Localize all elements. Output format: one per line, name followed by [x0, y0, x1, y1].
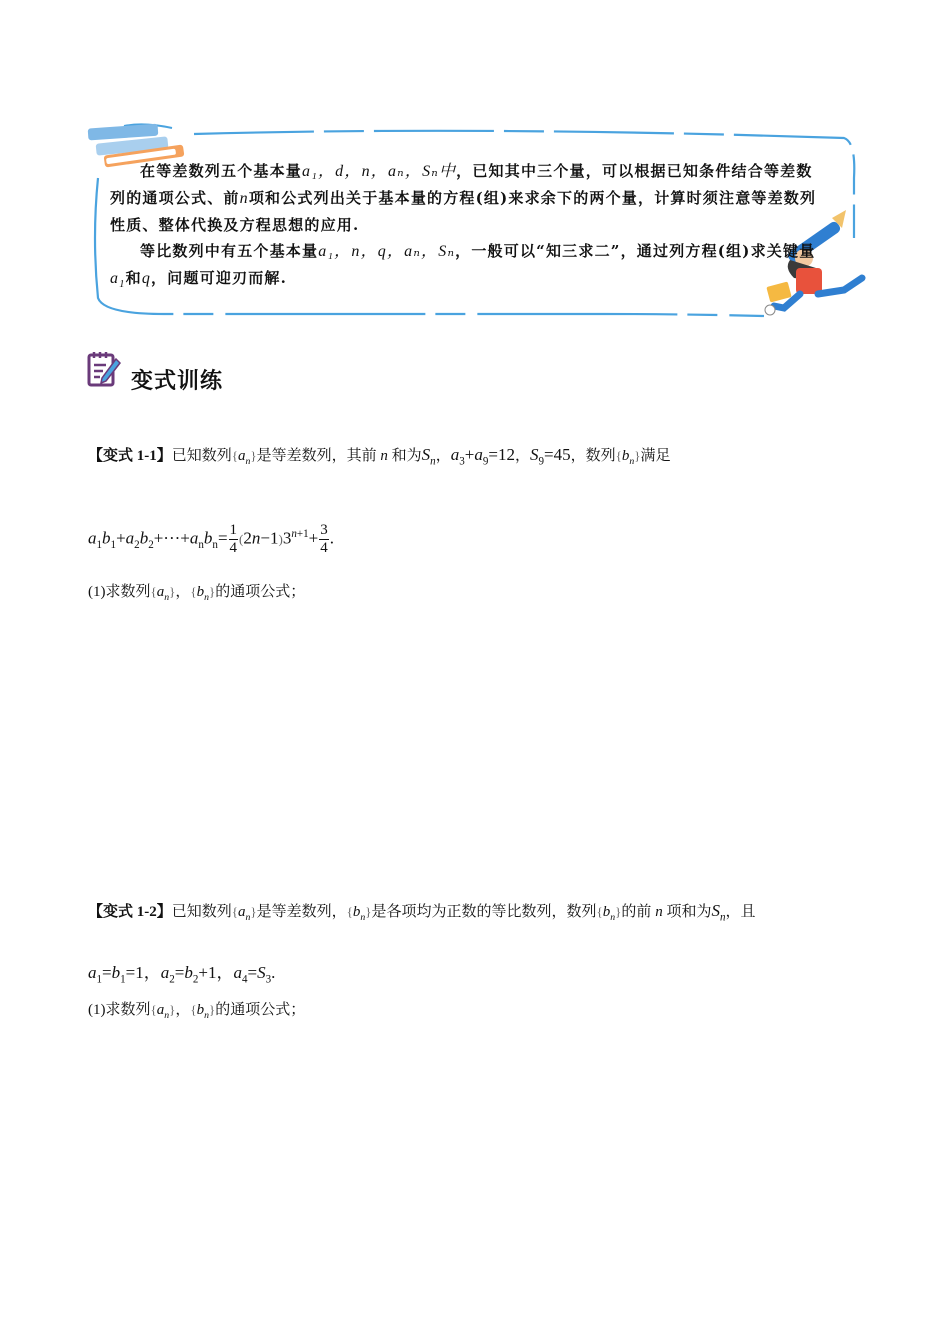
- fraction-one-quarter: $\frac{1}{4}$: [229, 522, 238, 556]
- ex1-var-sn: $S_n$: [421, 445, 436, 468]
- summary-text: ，已知其中三个量，可以根据已知条件结合等差数列的通项公式、前: [110, 162, 813, 207]
- ex2-text: 项和为: [666, 904, 712, 920]
- ex1-seq-an: $\{a_n\}$: [231, 448, 257, 467]
- summary-callout-text: [110, 158, 822, 292]
- ex1-statement-line-1: 【变式 1-1】已知数列$\{a_n\}$是等差数列，其前 n 和为$S_n$，$a_3+a_9=12$，$S_9=45$，数列$\{b_n\}$满足: [88, 445, 671, 468]
- ex1-text: 满足: [640, 448, 671, 464]
- ex2-var-n: n: [651, 904, 667, 920]
- notebook-pencil-icon: [86, 349, 122, 389]
- ex1-q1-seq-an: $\{a_n\}$: [150, 584, 176, 603]
- ex1-question-1: (1)求数列$\{a_n\}$，$\{b_n\}$的通项公式；: [88, 584, 306, 603]
- summary-text: 和: [125, 269, 142, 287]
- ex1-text: 是等差数列，其前: [256, 448, 377, 464]
- summary-text: ，问题可迎刃而解.: [151, 269, 288, 287]
- ex2-statement-line-1: [88, 900, 756, 924]
- ex2-q1-text: 的通项公式；: [215, 1002, 306, 1018]
- summary-variable-a1: $a_1$: [110, 270, 126, 291]
- ex2-q1-seq-an: $\{a_n\}$: [150, 1002, 176, 1021]
- summary-paragraph-2: [110, 238, 822, 292]
- ex1-q1-seq-bn: $\{b_n\}$: [190, 584, 216, 603]
- ex2-var-sn: $S_n$: [711, 901, 726, 924]
- ex2-text: 已知数列: [171, 904, 232, 920]
- ex1-q1-text: (1)求数列: [88, 584, 151, 600]
- ex2-seq-an: $\{a_n\}$: [231, 904, 257, 923]
- ex1-condition-1: $a_3+a_9=12$: [450, 445, 515, 468]
- ex1-var-n: n: [376, 448, 392, 464]
- ex1-tag: 【变式 1-1】: [88, 448, 172, 464]
- ex2-tag: 【变式 1-2】: [88, 904, 172, 920]
- ex1-condition-2: $S_9=45$: [529, 445, 571, 468]
- ex2-text: 是等差数列，: [256, 904, 347, 920]
- summary-variables: a₁，d，n，aₙ，Sₙ中: [302, 163, 457, 180]
- ex2-q1-text: (1)求数列: [88, 1002, 151, 1018]
- summary-variables: a₁，n，q，aₙ，Sₙ: [318, 243, 456, 260]
- summary-variable-n: n: [239, 190, 249, 207]
- ex1-text: 数列: [585, 448, 616, 464]
- summary-variable-q: q: [141, 270, 152, 287]
- ex1-text: 和为: [391, 448, 422, 464]
- ex2-question-1: (1)求数列$\{a_n\}$，$\{b_n\}$的通项公式；: [88, 1002, 306, 1021]
- summary-text: 项和公式列出关于基本量的方程(组)来求余下的两个量，计算时须注意等差数列性质、整体代换及方程思想的应用.: [110, 189, 817, 234]
- ex1-equation: $a_1b_1+a_2b_2+\cdot\cdot\cdot+a_nb_n=$ $\frac{1}{4}$ $(2n-1)3^{n+1}+$ $\frac{3}{4}$ .: [88, 522, 334, 556]
- ex1-q1-text: 的通项公式；: [215, 584, 306, 600]
- summary-text: 在等差数列五个基本量: [140, 162, 303, 180]
- ex2-text: 是各项均为正数的等比数列，数列: [371, 904, 597, 920]
- summary-text: 等比数列中有五个基本量: [140, 242, 319, 260]
- ex2-seq-bn-2: $\{b_n\}$: [596, 904, 622, 923]
- section-title: 变式训练: [131, 368, 224, 394]
- fraction-three-quarters: $\frac{3}{4}$: [320, 522, 328, 556]
- ex1-text: 已知数列: [171, 448, 232, 464]
- ex2-text: 的前: [621, 904, 652, 920]
- summary-paragraph-1: [110, 158, 822, 238]
- ex2-conditions: $a_1=b_1=1$，$a_2=b_2+1$，$a_4=S_3$.: [88, 963, 276, 986]
- ex2-seq-bn: $\{b_n\}$: [346, 904, 372, 923]
- summary-text: ，一般可以“知三求二”，通过列方程(组)求关键量: [455, 242, 816, 260]
- ex1-seq-bn: $\{b_n\}$: [615, 448, 641, 467]
- ex2-text: ，且: [725, 904, 756, 920]
- ex2-q1-seq-bn: $\{b_n\}$: [190, 1002, 216, 1021]
